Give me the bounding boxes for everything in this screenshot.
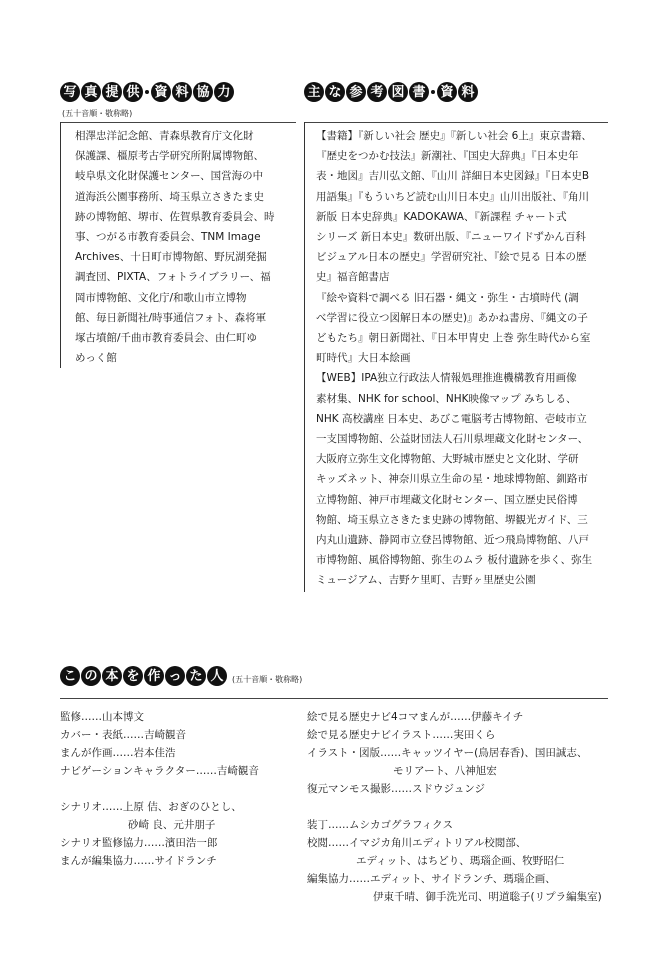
reference-line: 新版 日本史辞典』KADOKAWA、『新課程 チャート式: [316, 210, 567, 223]
staff-note: (五十音順・敬称略): [232, 674, 303, 684]
reference-line: 表・地図』吉川弘文館、『山川 詳細日本史図録』『日本史B: [316, 170, 590, 183]
heading-separator: [431, 90, 435, 94]
heading-char: な: [325, 82, 345, 102]
heading-char: 参: [346, 82, 366, 102]
staff-credit-binding: 装丁……ムシカゴグラフィクス: [307, 819, 454, 831]
heading-char: 書: [409, 82, 429, 102]
reference-line: 内丸山遺跡、静岡市立登呂博物館、近つ飛鳥博物館、八戸: [316, 534, 589, 547]
reference-line: 『絵や資料で調べる 旧石器・縄文・弥生・古墳時代 (調: [316, 291, 579, 304]
heading-char: 写: [60, 82, 80, 102]
photo-credit-line: めっく館: [75, 352, 117, 365]
heading-char: 提: [102, 82, 122, 102]
heading-char: 考: [367, 82, 387, 102]
heading-char: 資: [151, 82, 171, 102]
reference-line: 史』福音館書店: [316, 271, 390, 284]
heading-char: を: [123, 666, 143, 686]
references-heading: [304, 82, 479, 102]
heading-char: 料: [458, 82, 478, 102]
photo-credits-text: [75, 126, 275, 368]
reference-line: 素材集、NHK for school、NHK映像マップ みちしる、: [316, 392, 577, 405]
staff-credit-mammoth-photo: 復元マンモス撮影……スドウジュンジ: [307, 783, 486, 795]
photo-credit-line: 道海浜公園事務所、埼玉県立さきたま史: [75, 190, 264, 203]
reference-line: 『歴史をつかむ技法』新潮社、『国史大辞典』『日本史年: [316, 150, 579, 163]
heading-char: 料: [172, 82, 192, 102]
photo-credit-line: 岐阜県文化財保護センター、国営海の中: [75, 170, 264, 183]
heading-separator: [145, 90, 149, 94]
photo-credit-line: 調査団、PIXTA、フォトライブラリー、福: [75, 271, 271, 284]
staff-credit-illust-figures: イラスト・図版……キャッツイヤー(鳥居春香)、国田誠志、: [307, 747, 588, 759]
heading-char: 力: [214, 82, 234, 102]
reference-line: 【WEB】IPA独立行政法人情報処理推進機構教育用画像: [316, 372, 577, 385]
reference-line: シリーズ 新日本史』数研出版、『ニューワイドずかん百科: [316, 231, 586, 244]
heading-char: た: [186, 666, 206, 686]
references-box-line: [304, 122, 305, 592]
heading-char: っ: [165, 666, 185, 686]
photo-credit-line: 塚古墳館/千曲市教育委員会、由仁町ゆ: [75, 332, 258, 345]
staff-credit-navigation-character: ナビゲーションキャラクター……吉崎観音: [60, 765, 259, 777]
heading-char: 本: [102, 666, 122, 686]
reference-line: キッズネット、神奈川県立生命の星・地球博物館、釧路市: [316, 473, 588, 486]
photo-credit-line: 保護課、橿原考古学研究所附属博物館、: [75, 150, 264, 163]
photo-credits-box-line: [60, 122, 61, 368]
staff-credit-scenario-cont: 砂崎 良、元井朋子: [128, 819, 216, 831]
reference-line: ビジュアル日本の歴史』学習研究社、『絵で見る 日本の歴: [316, 251, 587, 264]
reference-line: べ学習に役立つ図解日本の歴史)』あかね書房、『縄文の子: [316, 311, 588, 324]
reference-line: 町時代』大日本絵画: [316, 352, 411, 365]
heading-char: こ: [60, 666, 80, 686]
reference-line: 用語集』『もういちど読む山川日本史』山川出版社、『角川: [316, 190, 589, 203]
reference-line: 立博物館、神戸市埋蔵文化財センター、国立歴史民俗博: [316, 493, 578, 506]
staff-credit-proofreading-cont: エディット、はちどり、瑪瑙企画、牧野昭仁: [356, 855, 565, 867]
photo-credit-line: 跡の博物館、堺市、佐賀県教育委員会、時: [75, 210, 275, 223]
staff-credit-scenario-supervision: シナリオ監修協力……濱田浩一郎: [60, 837, 218, 849]
heading-char: 真: [81, 82, 101, 102]
reference-line: 一支国博物館、公益財団法人石川県埋蔵文化財センター、: [316, 433, 589, 446]
staff-credit-editing: 編集協力……エディット、サイドランチ、瑪瑙企画、: [307, 873, 556, 885]
photo-credits-rule: [60, 122, 296, 123]
reference-line: 物館、埼玉県立さきたま史跡の博物館、堺観光ガイド、三: [316, 513, 588, 526]
heading-char: の: [81, 666, 101, 686]
staff-credit-proofreading: 校閲……イマジカ角川エディトリアル校閲部、: [307, 837, 527, 849]
staff-credit-4koma: 絵で見る歴史ナビ4コマまんが……伊藤キイチ: [307, 711, 524, 723]
staff-credit-editing-cont: 伊東千晴、御手洗光司、明道聡子(リプラ編集室): [373, 891, 602, 903]
reference-line: NHK 高校講座 日本史、あびこ電脳考古博物館、壱岐市立: [316, 412, 587, 425]
references-rule: [304, 122, 608, 123]
staff-credit-illust-figures-cont: モリアート、八神旭宏: [393, 765, 497, 777]
photo-credit-line: 事、つがる市教育委員会、TNM Image: [75, 231, 261, 244]
reference-line: 市博物館、風俗博物館、弥生のムラ 板付遺跡を歩く、弥生: [316, 554, 593, 567]
reference-line: どもたち』朝日新聞社、『日本甲冑史 上巻 弥生時代から室: [316, 332, 591, 345]
heading-char: 主: [304, 82, 324, 102]
heading-char: 資: [437, 82, 457, 102]
heading-char: 作: [144, 666, 164, 686]
staff-credit-navi-illust: 絵で見る歴史ナビイラスト……実田くら: [307, 729, 496, 741]
photo-credit-line: 相澤忠洋記念館、青森県教育庁文化財: [75, 130, 254, 142]
staff-credit-manga-art: まんが作画……岩本佳浩: [60, 747, 176, 759]
staff-credit-supervisor: 監修……山本博文: [60, 711, 144, 723]
reference-line: 【書籍】『新しい社会 歴史』『新しい社会 6上』東京書籍、: [316, 130, 592, 142]
staff-credit-scenario: シナリオ……上原 佶、おぎのひとし、: [60, 801, 242, 813]
staff-credit-cover: カバー・表紙……吉崎観音: [60, 729, 186, 741]
photo-credit-line: Archives、十日町市博物館、野尻湖発掘: [75, 251, 267, 264]
photo-credits-note: (五十音順・敬称略): [62, 109, 133, 118]
photo-credits-heading: [60, 82, 235, 102]
reference-line: 大阪府立弥生文化博物館、大野城市歴史と文化財、学研: [316, 453, 579, 466]
heading-char: 協: [193, 82, 213, 102]
staff-heading: [60, 666, 302, 686]
heading-char: 図: [388, 82, 408, 102]
references-text: [316, 126, 592, 591]
heading-char: 人: [207, 666, 227, 686]
staff-rule: [60, 698, 608, 699]
photo-credit-line: 館、毎日新聞社/時事通信フォト、森将軍: [75, 311, 267, 324]
heading-char: 供: [123, 82, 143, 102]
staff-credit-manga-editing: まんが編集協力……サイドランチ: [60, 855, 217, 867]
reference-line: ミュージアム、吉野ケ里町、吉野ヶ里歴史公園: [316, 574, 536, 587]
photo-credit-line: 岡市博物館、文化庁/和歌山市立博物: [75, 291, 247, 304]
